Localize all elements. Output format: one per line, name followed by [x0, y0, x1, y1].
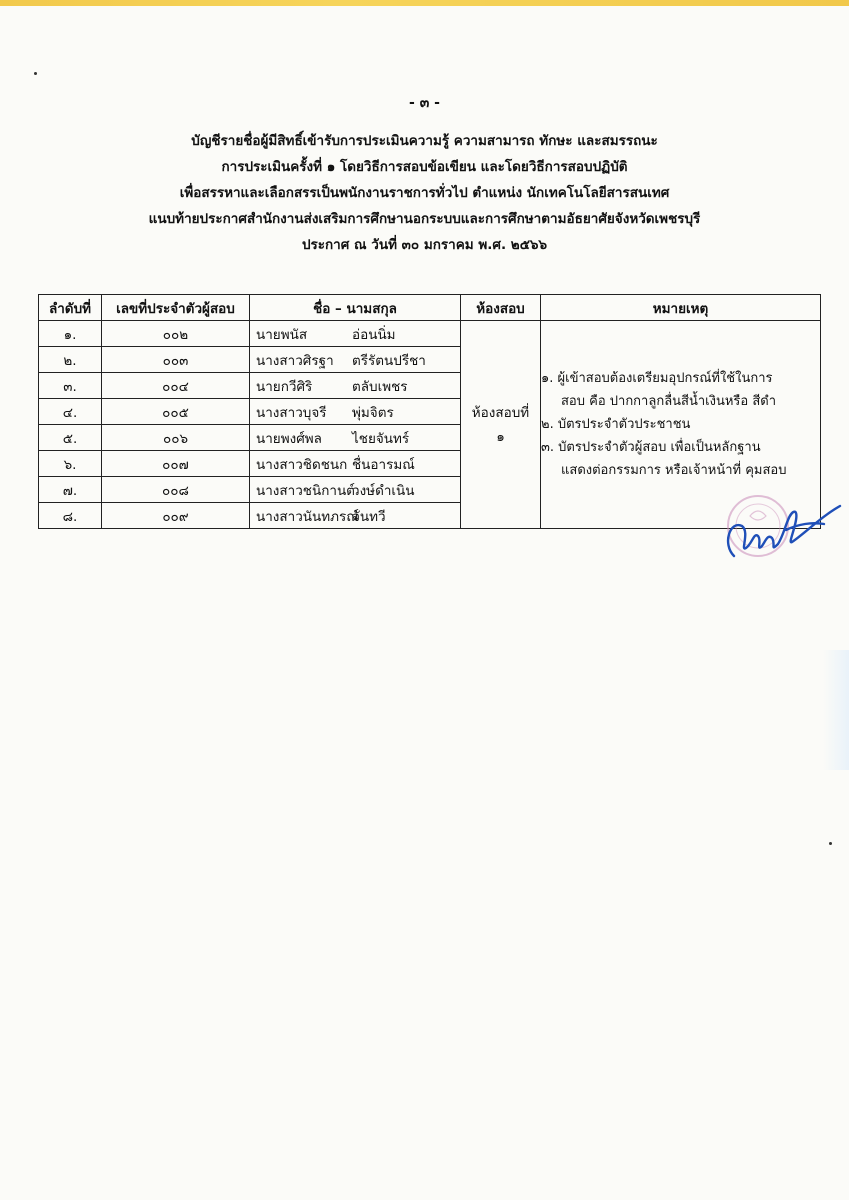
heading-line: การประเมินครั้งที่ ๑ โดยวิธีการสอบข้อเขียน และโดยวิธีการสอบปฏิบัติ: [221, 159, 628, 175]
candidate-id-cell: ๐๐๖: [102, 425, 250, 451]
sequence-cell: ๑.: [39, 321, 102, 347]
candidate-id-cell: ๐๐๕: [102, 399, 250, 425]
header-full-name: ชื่อ – นามสกุล: [250, 295, 461, 321]
sequence-cell: ๘.: [39, 503, 102, 529]
first-name: นายพนัส: [256, 326, 308, 343]
last-name: ตรีรัตนปรีชา: [352, 352, 426, 369]
last-name: ตลับเพชร: [352, 378, 408, 395]
candidate-id-cell: ๐๐๓: [102, 347, 250, 373]
name-cell: [250, 373, 461, 399]
remark-line: แสดงต่อกรรมการ หรือเจ้าหน้าที่ คุมสอบ: [561, 463, 787, 478]
sequence-cell: ๕.: [39, 425, 102, 451]
candidate-id-cell: ๐๐๗: [102, 451, 250, 477]
table-header-row: [39, 295, 821, 321]
scan-speck: [34, 72, 37, 75]
first-name: นางสาวนันทภรณ์: [256, 508, 359, 525]
sequence-cell: ๓.: [39, 373, 102, 399]
last-name: อ่อนนิ่ม: [352, 326, 396, 343]
page-number: - ๓ -: [409, 95, 440, 111]
exam-room-cell: [461, 321, 541, 529]
candidate-table: [38, 294, 821, 529]
header-exam-room: ห้องสอบ: [461, 295, 541, 321]
last-name: วงษ์ดำเนิน: [352, 482, 415, 499]
heading-line: ประกาศ ณ วันที่ ๓๐ มกราคม พ.ศ. ๒๕๖๖: [301, 237, 548, 253]
remark-line: สอบ คือ ปากกาลูกลื่นสีน้ำเงินหรือ สีดำ: [561, 394, 777, 409]
sequence-cell: ๖.: [39, 451, 102, 477]
candidate-id-cell: ๐๐๘: [102, 477, 250, 503]
heading-line: แนบท้ายประกาศสำนักงานส่งเสริมการศึกษานอกระบบและการศึกษาตามอัธยาศัยจังหวัดเพชรบุรี: [148, 211, 701, 227]
last-name: ชื่นอารมณ์: [352, 456, 415, 473]
name-cell: [250, 503, 461, 529]
exam-room-label: ห้องสอบที่: [471, 404, 530, 421]
header-remarks: หมายเหตุ: [541, 295, 821, 321]
name-cell: [250, 321, 461, 347]
remark-line: ๑. ผู้เข้าสอบต้องเตรียมอุปกรณ์ที่ใช้ในการ: [541, 371, 773, 386]
first-name: นางสาวชนิกานต์: [256, 482, 355, 499]
document-heading: [60, 128, 789, 258]
first-name: นายพงศ์พล: [256, 430, 322, 447]
name-cell: [250, 347, 461, 373]
sequence-cell: ๒.: [39, 347, 102, 373]
heading-line: บัญชีรายชื่อผู้มีสิทธิ์เข้ารับการประเมินความรู้ ความสามารถ ทักษะ และสมรรถนะ: [191, 133, 658, 149]
candidate-id-cell: ๐๐๔: [102, 373, 250, 399]
top-color-strip: [0, 0, 849, 6]
sequence-cell: ๗.: [39, 477, 102, 503]
name-cell: [250, 451, 461, 477]
header-candidate-id: เลขที่ประจำตัวผู้สอบ: [102, 295, 250, 321]
last-name: ไชยจันทร์: [352, 430, 410, 447]
first-name: นางสาวบุจรี: [256, 404, 327, 421]
first-name: นางสาวศิรฐา: [256, 352, 334, 369]
last-name: พุ่มจิตร: [352, 404, 394, 421]
table-row: [39, 321, 821, 347]
signature-with-stamp: [712, 486, 842, 566]
name-cell: [250, 477, 461, 503]
exam-room-number: ๑: [496, 428, 505, 445]
last-name: จันทวี: [352, 508, 386, 525]
remark-line: ๓. บัตรประจำตัวผู้สอบ เพื่อเป็นหลักฐาน: [541, 440, 761, 455]
header-sequence: ลำดับที่: [39, 295, 102, 321]
name-cell: [250, 399, 461, 425]
candidate-id-cell: ๐๐๒: [102, 321, 250, 347]
candidate-id-cell: ๐๐๙: [102, 503, 250, 529]
sequence-cell: ๔.: [39, 399, 102, 425]
first-name: นางสาวชิดชนก: [256, 456, 348, 473]
name-cell: [250, 425, 461, 451]
handwritten-signature: [728, 506, 840, 556]
remark-line: ๒. บัตรประจำตัวประชาชน: [541, 417, 691, 432]
first-name: นายกวีศิริ: [256, 378, 313, 395]
heading-line: เพื่อสรรหาและเลือกสรรเป็นพนักงานราชการทั่วไป ตำแหน่ง นักเทคโนโลยีสารสนเทศ: [179, 185, 670, 201]
scan-edge-tint: [823, 650, 849, 770]
scan-speck: [829, 842, 832, 845]
